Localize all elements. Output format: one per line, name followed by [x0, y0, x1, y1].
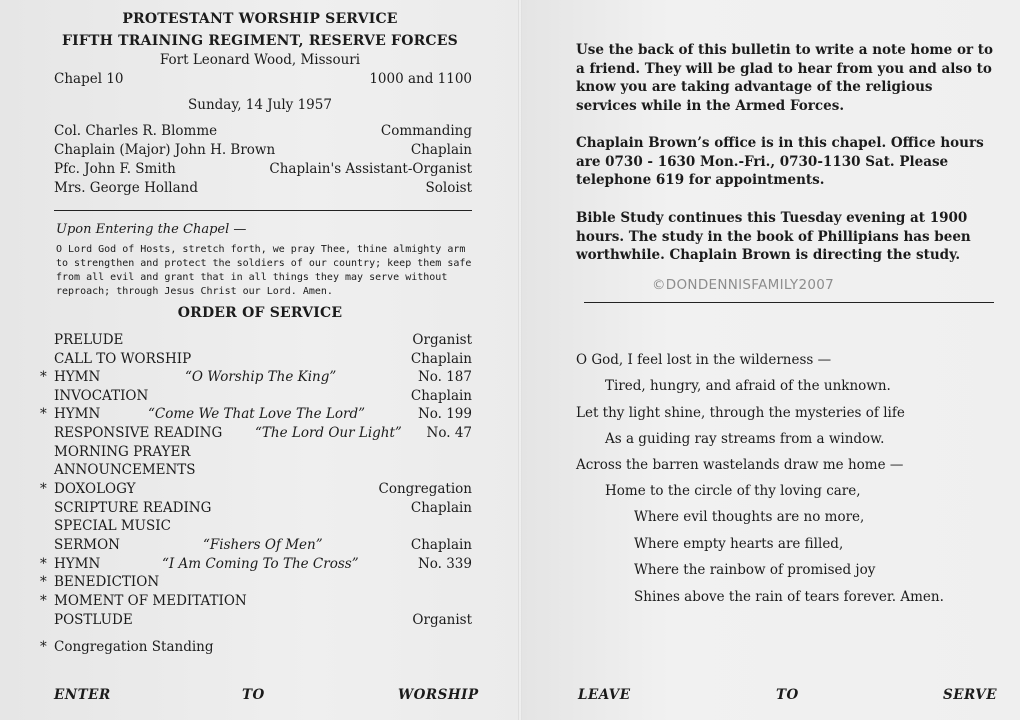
- order-leader: Chaplain: [410, 537, 472, 553]
- order-row-responsive-reading: [40, 425, 472, 444]
- order-row-prelude: [40, 332, 472, 351]
- order-row-doxology: [40, 481, 472, 500]
- staff-role: Soloist: [425, 180, 472, 196]
- hymn-number: No. 187: [417, 369, 472, 385]
- order-item: DOXOLOGY: [54, 481, 136, 497]
- staff-role: Chaplain: [410, 142, 472, 158]
- staff-role: Chaplain's Assistant-Organist: [269, 161, 472, 177]
- staff-name: Mrs. George Holland: [54, 180, 198, 196]
- order-row-morning-prayer: [40, 444, 472, 463]
- bible-study-paragraph: Bible Study continues this Tuesday evening at 1900 hours. The study in the book of Phillipians has been worthwhile. Chaplain Brown is directing the study.: [576, 210, 971, 263]
- poem-line: Tired, hungry, and afraid of the unknown.: [605, 378, 891, 394]
- standing-marker: *: [40, 639, 47, 655]
- standing-marker: *: [40, 481, 47, 497]
- poem-line: O God, I feel lost in the wilderness —: [576, 352, 832, 368]
- order-item: MOMENT OF MEDITATION: [54, 593, 247, 609]
- standing-note-text: Congregation Standing: [54, 639, 214, 655]
- order-leader: Chaplain: [410, 351, 472, 367]
- staff-name: Chaplain (Major) John H. Brown: [54, 142, 276, 158]
- standing-marker: *: [40, 593, 47, 609]
- order-item: MORNING PRAYER: [54, 444, 191, 460]
- hymn-number: No. 199: [417, 406, 472, 422]
- poem-line: Where the rainbow of promised joy: [634, 562, 876, 578]
- hymn-title: “Come We That Love The Lord”: [148, 406, 366, 422]
- entering-heading: Upon Entering the Chapel —: [56, 222, 247, 237]
- staff-row: [54, 161, 472, 177]
- order-item: CALL TO WORSHIP: [54, 351, 192, 367]
- hymn-number: No. 339: [417, 556, 472, 572]
- order-item: HYMN: [54, 369, 101, 385]
- order-heading: ORDER OF SERVICE: [177, 305, 343, 321]
- location: Fort Leonard Wood, Missouri: [159, 52, 361, 68]
- order-leader: Congregation: [378, 481, 472, 497]
- staff-name: Col. Charles R. Blomme: [54, 123, 218, 139]
- poem-line: Shines above the rain of tears forever. Amen.: [634, 589, 944, 605]
- divider: [584, 302, 994, 303]
- poem-line: Where evil thoughts are no more,: [634, 509, 865, 525]
- reading-title: “The Lord Our Light”: [255, 425, 402, 441]
- footer-worship: WORSHIP: [398, 687, 479, 703]
- poem-line: Home to the circle of thy loving care,: [605, 483, 861, 499]
- order-leader: Organist: [412, 332, 472, 348]
- poem-line: Let thy light shine, through the mysteries of life: [576, 405, 905, 421]
- order-row-postlude: [40, 612, 472, 631]
- order-row-scripture-reading: [40, 500, 472, 519]
- order-item: SCRIPTURE READING: [54, 500, 212, 516]
- entering-prayer: O Lord God of Hosts, stretch forth, we pray Thee, thine almighty arm to strengthen and protect the soldiers of our country; keep them safe from all evil and grant that in all things they may serve without reproach; through Jesus Christ our Lord. Amen.: [56, 244, 472, 297]
- chapel-row: [54, 71, 472, 87]
- order-leader: Organist: [412, 612, 472, 628]
- standing-note: [40, 639, 214, 655]
- order-row-hymn-1: [40, 369, 472, 388]
- order-row-sermon: [40, 537, 472, 556]
- order-row-hymn-3: [40, 556, 472, 575]
- order-item: SERMON: [54, 537, 120, 553]
- staff-row: [54, 180, 472, 196]
- copyright-watermark: ©DONDENNISFAMILY2007: [652, 277, 835, 293]
- regiment-title: FIFTH TRAINING REGIMENT, RESERVE FORCES: [62, 33, 458, 49]
- footer-leave: LEAVE: [578, 687, 631, 703]
- poem-line: As a guiding ray streams from a window.: [605, 431, 885, 447]
- order-leader: Chaplain: [410, 388, 472, 404]
- service-times: 1000 and 1100: [369, 71, 472, 87]
- service-title: PROTESTANT WORSHIP SERVICE: [122, 11, 398, 27]
- page-fold: [518, 0, 522, 720]
- divider: [54, 210, 472, 211]
- footer-enter: ENTER: [54, 687, 111, 703]
- order-item: POSTLUDE: [54, 612, 133, 628]
- reading-number: No. 47: [426, 425, 472, 441]
- hymn-title: “O Worship The King”: [185, 369, 337, 385]
- order-row-moment-of-meditation: [40, 593, 472, 612]
- order-item: BENEDICTION: [54, 574, 160, 590]
- chapel-number: Chapel 10: [54, 71, 124, 87]
- service-date: Sunday, 14 July 1957: [188, 97, 332, 113]
- standing-marker: *: [40, 369, 47, 385]
- poem-line: Across the barren wastelands draw me home —: [576, 457, 904, 473]
- staff-row: [54, 123, 472, 139]
- order-row-announcements: [40, 462, 472, 481]
- order-item: HYMN: [54, 406, 101, 422]
- sermon-title: “Fishers Of Men”: [203, 537, 323, 553]
- hymn-title: “I Am Coming To The Cross”: [162, 556, 359, 572]
- order-row-benediction: [40, 574, 472, 593]
- order-item: ANNOUNCEMENTS: [54, 462, 196, 478]
- order-row-invocation: [40, 388, 472, 407]
- order-item: INVOCATION: [54, 388, 149, 404]
- order-item: RESPONSIVE READING: [54, 425, 223, 441]
- note-home-paragraph: Use the back of this bulletin to write a note home or to a friend. They will be glad to hear from you and also to know you are taking advantage of the religious services while in the Armed Forces.: [576, 42, 994, 114]
- staff-name: Pfc. John F. Smith: [54, 161, 176, 177]
- footer-to: TO: [776, 687, 799, 703]
- order-row-hymn-2: [40, 406, 472, 425]
- office-hours-paragraph: Chaplain Brown’s office is in this chapel. Office hours are 0730 - 1630 Mon.-Fri., 0730-1130 Sat. Please telephone 619 for appointments.: [576, 135, 984, 188]
- footer-serve: SERVE: [943, 687, 998, 703]
- standing-marker: *: [40, 574, 47, 590]
- poem-line: Where empty hearts are filled,: [634, 536, 844, 552]
- order-row-special-music: [40, 518, 472, 537]
- footer-to: TO: [242, 687, 265, 703]
- order-leader: Chaplain: [410, 500, 472, 516]
- order-item: SPECIAL MUSIC: [54, 518, 171, 534]
- order-row-call-to-worship: [40, 351, 472, 370]
- order-item: HYMN: [54, 556, 101, 572]
- standing-marker: *: [40, 406, 47, 422]
- standing-marker: *: [40, 556, 47, 572]
- staff-row: [54, 142, 472, 158]
- staff-role: Commanding: [380, 123, 472, 139]
- order-item: PRELUDE: [54, 332, 124, 348]
